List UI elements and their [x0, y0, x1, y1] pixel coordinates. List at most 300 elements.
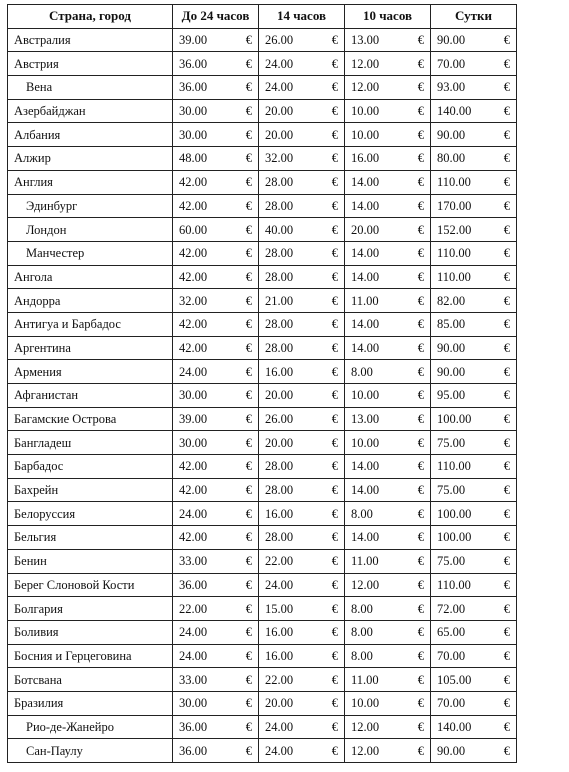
- table-row: [8, 170, 517, 194]
- euro-sign: €: [229, 265, 259, 289]
- table-row: [8, 312, 517, 336]
- table-row: [8, 99, 517, 123]
- rate-14h: 24.00: [259, 52, 315, 76]
- euro-sign: €: [401, 147, 431, 171]
- country-name: Ботсвана: [8, 668, 173, 692]
- table-row: [8, 76, 517, 100]
- rate-14h: 16.00: [259, 644, 315, 668]
- euro-sign: €: [229, 431, 259, 455]
- table-row: [8, 241, 517, 265]
- euro-sign: €: [401, 384, 431, 408]
- euro-sign: €: [487, 620, 517, 644]
- table-row: [8, 123, 517, 147]
- rate-24h: 60.00: [173, 218, 229, 242]
- city-name: Сан-Паулу: [8, 739, 173, 763]
- euro-sign: €: [401, 336, 431, 360]
- rate-day: 85.00: [431, 312, 487, 336]
- rate-24h: 36.00: [173, 52, 229, 76]
- country-name: Алжир: [8, 147, 173, 171]
- table-row: [8, 265, 517, 289]
- rate-day: 100.00: [431, 502, 487, 526]
- rate-24h: 32.00: [173, 289, 229, 313]
- rate-day: 90.00: [431, 28, 487, 52]
- rate-24h: 30.00: [173, 691, 229, 715]
- city-name: Лондон: [8, 218, 173, 242]
- rate-day: 100.00: [431, 407, 487, 431]
- euro-sign: €: [315, 691, 345, 715]
- euro-sign: €: [487, 597, 517, 621]
- country-name: Бахрейн: [8, 478, 173, 502]
- euro-sign: €: [401, 455, 431, 479]
- euro-sign: €: [487, 265, 517, 289]
- rate-24h: 42.00: [173, 336, 229, 360]
- rate-10h: 14.00: [345, 312, 401, 336]
- table-row: [8, 194, 517, 218]
- rate-day: 70.00: [431, 52, 487, 76]
- euro-sign: €: [487, 312, 517, 336]
- country-name: Бразилия: [8, 691, 173, 715]
- rate-24h: 36.00: [173, 739, 229, 763]
- euro-sign: €: [487, 502, 517, 526]
- euro-sign: €: [315, 573, 345, 597]
- euro-sign: €: [315, 502, 345, 526]
- per-diem-table-container: [7, 4, 517, 763]
- euro-sign: €: [401, 194, 431, 218]
- rate-14h: 15.00: [259, 597, 315, 621]
- euro-sign: €: [229, 52, 259, 76]
- euro-sign: €: [487, 52, 517, 76]
- city-name: Манчестер: [8, 241, 173, 265]
- euro-sign: €: [487, 218, 517, 242]
- euro-sign: €: [401, 170, 431, 194]
- euro-sign: €: [315, 360, 345, 384]
- table-row: [8, 360, 517, 384]
- euro-sign: €: [401, 715, 431, 739]
- euro-sign: €: [315, 123, 345, 147]
- header-row: [8, 5, 517, 29]
- euro-sign: €: [401, 52, 431, 76]
- euro-sign: €: [229, 502, 259, 526]
- rate-10h: 14.00: [345, 455, 401, 479]
- rate-14h: 28.00: [259, 241, 315, 265]
- rate-24h: 36.00: [173, 573, 229, 597]
- euro-sign: €: [229, 739, 259, 763]
- table-row: [8, 691, 517, 715]
- euro-sign: €: [487, 384, 517, 408]
- euro-sign: €: [401, 407, 431, 431]
- rate-14h: 16.00: [259, 620, 315, 644]
- euro-sign: €: [487, 194, 517, 218]
- euro-sign: €: [229, 573, 259, 597]
- rate-14h: 28.00: [259, 194, 315, 218]
- euro-sign: €: [315, 76, 345, 100]
- euro-sign: €: [401, 28, 431, 52]
- rate-14h: 40.00: [259, 218, 315, 242]
- rate-day: 110.00: [431, 265, 487, 289]
- rate-10h: 8.00: [345, 360, 401, 384]
- rate-24h: 42.00: [173, 312, 229, 336]
- euro-sign: €: [487, 739, 517, 763]
- euro-sign: €: [315, 170, 345, 194]
- euro-sign: €: [315, 715, 345, 739]
- rate-day: 90.00: [431, 123, 487, 147]
- rate-10h: 14.00: [345, 170, 401, 194]
- euro-sign: €: [315, 52, 345, 76]
- rate-24h: 36.00: [173, 76, 229, 100]
- table-row: [8, 336, 517, 360]
- country-name: Белоруссия: [8, 502, 173, 526]
- country-name: Бельгия: [8, 526, 173, 550]
- rate-day: 152.00: [431, 218, 487, 242]
- euro-sign: €: [229, 28, 259, 52]
- euro-sign: €: [315, 265, 345, 289]
- rate-14h: 26.00: [259, 407, 315, 431]
- rate-day: 95.00: [431, 384, 487, 408]
- euro-sign: €: [487, 549, 517, 573]
- euro-sign: €: [315, 147, 345, 171]
- rate-day: 75.00: [431, 431, 487, 455]
- rate-day: 140.00: [431, 715, 487, 739]
- country-name: Боливия: [8, 620, 173, 644]
- rate-14h: 20.00: [259, 691, 315, 715]
- rate-10h: 14.00: [345, 336, 401, 360]
- header-country: Страна, город: [8, 5, 173, 29]
- rate-14h: 16.00: [259, 502, 315, 526]
- rate-day: 70.00: [431, 644, 487, 668]
- euro-sign: €: [401, 265, 431, 289]
- euro-sign: €: [487, 170, 517, 194]
- rate-24h: 24.00: [173, 644, 229, 668]
- table-row: [8, 289, 517, 313]
- euro-sign: €: [229, 289, 259, 313]
- rate-10h: 11.00: [345, 668, 401, 692]
- euro-sign: €: [401, 668, 431, 692]
- euro-sign: €: [229, 597, 259, 621]
- rate-24h: 36.00: [173, 715, 229, 739]
- rate-10h: 12.00: [345, 76, 401, 100]
- euro-sign: €: [229, 549, 259, 573]
- rate-14h: 24.00: [259, 76, 315, 100]
- rate-24h: 30.00: [173, 123, 229, 147]
- table-row: [8, 28, 517, 52]
- rate-14h: 24.00: [259, 715, 315, 739]
- rate-day: 75.00: [431, 478, 487, 502]
- rate-24h: 42.00: [173, 478, 229, 502]
- table-row: [8, 502, 517, 526]
- country-name: Афганистан: [8, 384, 173, 408]
- country-name: Австрия: [8, 52, 173, 76]
- euro-sign: €: [401, 241, 431, 265]
- country-name: Болгария: [8, 597, 173, 621]
- euro-sign: €: [229, 526, 259, 550]
- euro-sign: €: [487, 28, 517, 52]
- rate-day: 110.00: [431, 241, 487, 265]
- rate-24h: 42.00: [173, 241, 229, 265]
- rate-24h: 42.00: [173, 265, 229, 289]
- euro-sign: €: [229, 691, 259, 715]
- rate-10h: 10.00: [345, 123, 401, 147]
- rate-14h: 28.00: [259, 170, 315, 194]
- euro-sign: €: [487, 147, 517, 171]
- header-10h: 10 часов: [345, 5, 431, 29]
- euro-sign: €: [229, 147, 259, 171]
- rate-10h: 14.00: [345, 526, 401, 550]
- euro-sign: €: [315, 194, 345, 218]
- rate-14h: 28.00: [259, 336, 315, 360]
- table-row: [8, 478, 517, 502]
- rate-24h: 39.00: [173, 407, 229, 431]
- table-row: [8, 549, 517, 573]
- table-row: [8, 431, 517, 455]
- euro-sign: €: [229, 668, 259, 692]
- rate-day: 82.00: [431, 289, 487, 313]
- rate-10h: 13.00: [345, 407, 401, 431]
- euro-sign: €: [401, 99, 431, 123]
- country-name: Австралия: [8, 28, 173, 52]
- rate-24h: 42.00: [173, 455, 229, 479]
- euro-sign: €: [487, 99, 517, 123]
- rate-14h: 22.00: [259, 668, 315, 692]
- table-row: [8, 573, 517, 597]
- euro-sign: €: [487, 336, 517, 360]
- rate-10h: 20.00: [345, 218, 401, 242]
- euro-sign: €: [487, 478, 517, 502]
- euro-sign: €: [487, 407, 517, 431]
- table-row: [8, 739, 517, 763]
- rate-24h: 30.00: [173, 99, 229, 123]
- country-name: Аргентина: [8, 336, 173, 360]
- euro-sign: €: [401, 644, 431, 668]
- euro-sign: €: [401, 549, 431, 573]
- rate-10h: 12.00: [345, 573, 401, 597]
- euro-sign: €: [401, 478, 431, 502]
- euro-sign: €: [315, 218, 345, 242]
- rate-10h: 13.00: [345, 28, 401, 52]
- header-day: Сутки: [431, 5, 517, 29]
- euro-sign: €: [487, 526, 517, 550]
- rate-10h: 11.00: [345, 289, 401, 313]
- euro-sign: €: [487, 289, 517, 313]
- table-row: [8, 147, 517, 171]
- rate-24h: 42.00: [173, 194, 229, 218]
- rate-10h: 12.00: [345, 739, 401, 763]
- euro-sign: €: [401, 76, 431, 100]
- rate-10h: 10.00: [345, 691, 401, 715]
- rate-day: 100.00: [431, 526, 487, 550]
- table-row: [8, 668, 517, 692]
- country-name: Багамские Острова: [8, 407, 173, 431]
- rate-10h: 10.00: [345, 384, 401, 408]
- rate-24h: 24.00: [173, 502, 229, 526]
- euro-sign: €: [229, 620, 259, 644]
- euro-sign: €: [401, 431, 431, 455]
- country-name: Армения: [8, 360, 173, 384]
- rate-14h: 22.00: [259, 549, 315, 573]
- rate-14h: 28.00: [259, 312, 315, 336]
- rate-24h: 30.00: [173, 431, 229, 455]
- euro-sign: €: [401, 123, 431, 147]
- euro-sign: €: [229, 194, 259, 218]
- euro-sign: €: [315, 597, 345, 621]
- rate-24h: 39.00: [173, 28, 229, 52]
- euro-sign: €: [229, 407, 259, 431]
- euro-sign: €: [487, 715, 517, 739]
- euro-sign: €: [487, 644, 517, 668]
- euro-sign: €: [487, 573, 517, 597]
- rate-24h: 42.00: [173, 526, 229, 550]
- rate-14h: 20.00: [259, 431, 315, 455]
- euro-sign: €: [401, 597, 431, 621]
- table-row: [8, 407, 517, 431]
- rate-24h: 22.00: [173, 597, 229, 621]
- rate-day: 140.00: [431, 99, 487, 123]
- table-row: [8, 620, 517, 644]
- euro-sign: €: [229, 384, 259, 408]
- euro-sign: €: [487, 241, 517, 265]
- table-row: [8, 526, 517, 550]
- euro-sign: €: [315, 99, 345, 123]
- euro-sign: €: [229, 218, 259, 242]
- euro-sign: €: [401, 739, 431, 763]
- euro-sign: €: [229, 99, 259, 123]
- euro-sign: €: [487, 431, 517, 455]
- rate-day: 75.00: [431, 549, 487, 573]
- country-name: Англия: [8, 170, 173, 194]
- table-row: [8, 715, 517, 739]
- rate-14h: 32.00: [259, 147, 315, 171]
- euro-sign: €: [229, 644, 259, 668]
- euro-sign: €: [315, 28, 345, 52]
- euro-sign: €: [315, 644, 345, 668]
- rate-24h: 33.00: [173, 549, 229, 573]
- euro-sign: €: [315, 312, 345, 336]
- rate-10h: 10.00: [345, 431, 401, 455]
- euro-sign: €: [229, 312, 259, 336]
- euro-sign: €: [315, 620, 345, 644]
- euro-sign: €: [315, 739, 345, 763]
- euro-sign: €: [315, 478, 345, 502]
- country-name: Барбадос: [8, 455, 173, 479]
- euro-sign: €: [229, 715, 259, 739]
- euro-sign: €: [401, 573, 431, 597]
- city-name: Вена: [8, 76, 173, 100]
- rate-14h: 28.00: [259, 265, 315, 289]
- euro-sign: €: [401, 526, 431, 550]
- euro-sign: €: [229, 241, 259, 265]
- rate-10h: 10.00: [345, 99, 401, 123]
- country-name: Ангола: [8, 265, 173, 289]
- rate-day: 90.00: [431, 336, 487, 360]
- euro-sign: €: [401, 289, 431, 313]
- euro-sign: €: [315, 549, 345, 573]
- rate-10h: 12.00: [345, 715, 401, 739]
- euro-sign: €: [401, 218, 431, 242]
- rate-10h: 14.00: [345, 194, 401, 218]
- rate-10h: 8.00: [345, 620, 401, 644]
- euro-sign: €: [487, 691, 517, 715]
- rate-day: 80.00: [431, 147, 487, 171]
- euro-sign: €: [401, 620, 431, 644]
- rate-10h: 11.00: [345, 549, 401, 573]
- rate-day: 110.00: [431, 455, 487, 479]
- rate-day: 170.00: [431, 194, 487, 218]
- euro-sign: €: [315, 384, 345, 408]
- rate-day: 72.00: [431, 597, 487, 621]
- rate-10h: 14.00: [345, 265, 401, 289]
- euro-sign: €: [229, 170, 259, 194]
- country-name: Андорра: [8, 289, 173, 313]
- rate-14h: 28.00: [259, 526, 315, 550]
- country-name: Бангладеш: [8, 431, 173, 455]
- city-name: Эдинбург: [8, 194, 173, 218]
- country-name: Бенин: [8, 549, 173, 573]
- rate-14h: 16.00: [259, 360, 315, 384]
- euro-sign: €: [487, 76, 517, 100]
- rate-day: 110.00: [431, 573, 487, 597]
- country-name: Антигуа и Барбадос: [8, 312, 173, 336]
- rate-14h: 20.00: [259, 384, 315, 408]
- header-up-to-24h: До 24 часов: [173, 5, 259, 29]
- rate-day: 110.00: [431, 170, 487, 194]
- rate-24h: 24.00: [173, 360, 229, 384]
- rate-day: 65.00: [431, 620, 487, 644]
- euro-sign: €: [315, 336, 345, 360]
- rate-14h: 26.00: [259, 28, 315, 52]
- rate-14h: 28.00: [259, 455, 315, 479]
- rate-10h: 8.00: [345, 502, 401, 526]
- euro-sign: €: [315, 526, 345, 550]
- euro-sign: €: [315, 668, 345, 692]
- table-row: [8, 218, 517, 242]
- euro-sign: €: [315, 241, 345, 265]
- rate-10h: 14.00: [345, 478, 401, 502]
- rate-14h: 20.00: [259, 99, 315, 123]
- euro-sign: €: [229, 76, 259, 100]
- euro-sign: €: [401, 312, 431, 336]
- rate-14h: 20.00: [259, 123, 315, 147]
- euro-sign: €: [315, 289, 345, 313]
- euro-sign: €: [315, 455, 345, 479]
- euro-sign: €: [229, 360, 259, 384]
- rate-24h: 33.00: [173, 668, 229, 692]
- country-name: Албания: [8, 123, 173, 147]
- rate-14h: 28.00: [259, 478, 315, 502]
- euro-sign: €: [487, 123, 517, 147]
- table-row: [8, 455, 517, 479]
- euro-sign: €: [315, 407, 345, 431]
- rate-24h: 48.00: [173, 147, 229, 171]
- country-name: Берег Слоновой Кости: [8, 573, 173, 597]
- rate-10h: 16.00: [345, 147, 401, 171]
- table-row: [8, 52, 517, 76]
- rate-14h: 24.00: [259, 739, 315, 763]
- euro-sign: €: [487, 360, 517, 384]
- country-name: Босния и Герцеговина: [8, 644, 173, 668]
- rate-day: 90.00: [431, 360, 487, 384]
- euro-sign: €: [401, 360, 431, 384]
- rate-10h: 8.00: [345, 644, 401, 668]
- header-14h: 14 часов: [259, 5, 345, 29]
- euro-sign: €: [229, 478, 259, 502]
- euro-sign: €: [229, 123, 259, 147]
- euro-sign: €: [229, 455, 259, 479]
- euro-sign: €: [487, 455, 517, 479]
- rate-14h: 21.00: [259, 289, 315, 313]
- rate-10h: 8.00: [345, 597, 401, 621]
- euro-sign: €: [487, 668, 517, 692]
- table-row: [8, 597, 517, 621]
- euro-sign: €: [315, 431, 345, 455]
